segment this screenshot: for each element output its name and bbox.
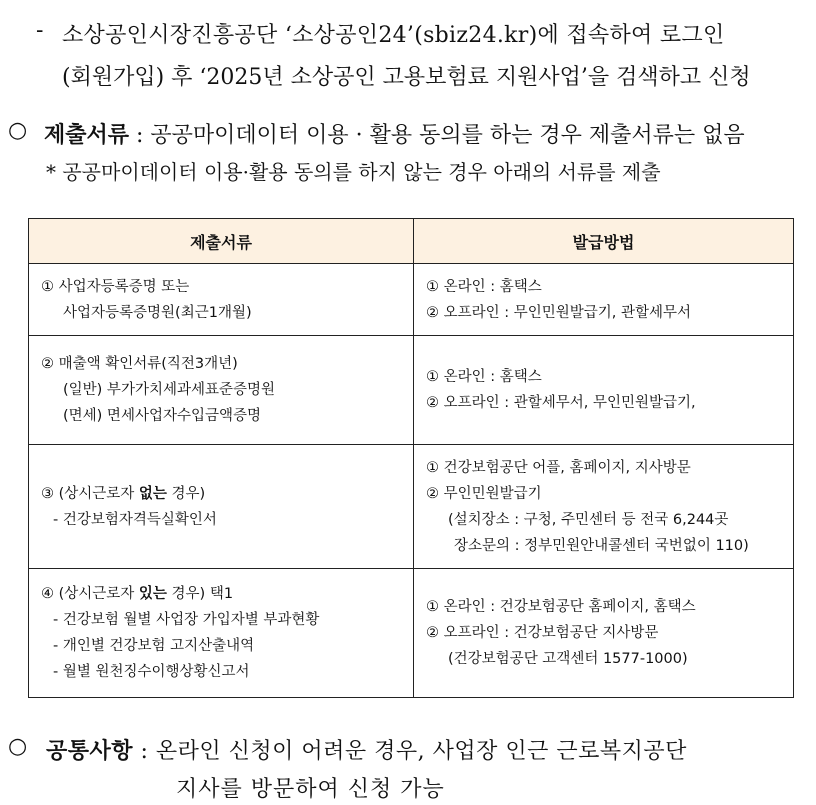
methods-cell xyxy=(414,336,794,445)
method-line: ① 온라인 : 홈택스 xyxy=(426,278,542,295)
document-emphasis: 없는 xyxy=(138,485,167,502)
method-line: ① 온라인 : 홈택스 xyxy=(426,369,542,385)
common-bullet: ○ xyxy=(8,734,28,759)
document-line xyxy=(41,581,401,607)
method-line: ② 무인민원발급기 xyxy=(426,485,542,502)
table-header-row xyxy=(29,219,794,264)
document-line: (면세) 면세사업자수입금액증명 xyxy=(63,408,262,424)
submission-text: : 공공마이데이터 이용 · 활용 동의를 하는 경우 제출서류는 없음 xyxy=(129,123,745,148)
submission-bullet: ○ xyxy=(8,118,28,143)
document-line: - 월별 원천징수이행상황신고서 xyxy=(53,664,250,680)
document-emphasis: 있는 xyxy=(138,586,167,602)
documents-cell xyxy=(29,264,414,336)
method-line: ② 오프라인 : 무인민원발급기, 관할세무서 xyxy=(426,304,692,321)
method-line: (설치장소 : 구청, 주민센터 등 전국 6,244곳 xyxy=(448,511,729,528)
submission-note: * 공공마이데이터 이용·활용 동의를 하지 않는 경우 아래의 서류를 제출 xyxy=(46,160,661,184)
common-section xyxy=(46,734,687,765)
document-line: (일반) 부가가치세과세표준증명원 xyxy=(63,382,276,398)
document-line: - 건강보험자격득실확인서 xyxy=(53,511,217,528)
method-line: 장소문의 : 정부민원안내콜센터 국번없이 110) xyxy=(454,537,749,554)
intro-line-1: 소상공인시장진흥공단 ‘소상공인24’(sbiz24.kr)에 접속하여 로그인 xyxy=(62,23,725,48)
table-row xyxy=(29,569,794,698)
document-suffix: 경우) xyxy=(166,485,206,502)
header-documents: 제출서류 xyxy=(29,219,414,264)
submission-section xyxy=(44,118,745,149)
method-line: ② 오프라인 : 관할세무서, 무인민원발급기, xyxy=(426,395,696,411)
submission-label: 제출서류 xyxy=(44,122,130,148)
method-line: ① 건강보험공단 어플, 홈페이지, 지사방문 xyxy=(426,459,691,476)
document-suffix: 경우) 택1 xyxy=(166,586,234,602)
document-prefix: ④ (상시근로자 xyxy=(41,586,139,602)
table-row xyxy=(29,336,794,445)
methods-cell xyxy=(414,569,794,698)
documents-cell xyxy=(29,336,414,445)
methods-cell xyxy=(414,264,794,336)
document-line: - 건강보험 월별 사업장 가입자별 부과현황 xyxy=(53,612,320,628)
document-prefix: ③ (상시근로자 xyxy=(41,485,139,502)
common-text-2: 지사를 방문하여 신청 가능 xyxy=(176,777,445,802)
method-line: (건강보험공단 고객센터 1577-1000) xyxy=(448,651,688,667)
header-issue-method: 발급방법 xyxy=(414,219,794,264)
methods-cell xyxy=(414,445,794,569)
document-line: - 개인별 건강보험 고지산출내역 xyxy=(53,638,255,654)
method-line: ① 온라인 : 건강보험공단 홈페이지, 홈택스 xyxy=(426,599,696,615)
documents-cell xyxy=(29,445,414,569)
common-text: : 온라인 신청이 어려운 경우, 사업장 인근 근로복지공단 xyxy=(133,739,687,764)
document-line: 사업자등록증명원(최근1개월) xyxy=(63,304,252,321)
documents-table xyxy=(28,218,794,698)
document-line xyxy=(41,481,401,507)
intro-line-2: (회원가입) 후 ‘2025년 소상공인 고용보험료 지원사업’을 검색하고 신청 xyxy=(62,65,751,90)
table-row xyxy=(29,445,794,569)
common-label: 공통사항 xyxy=(46,738,134,764)
document-line: ② 매출액 확인서류(직전3개년) xyxy=(41,356,238,372)
intro-dash: - xyxy=(36,18,44,43)
method-line: ② 오프라인 : 건강보험공단 지사방문 xyxy=(426,625,659,641)
document-line: ① 사업자등록증명 또는 xyxy=(41,278,190,295)
table-row xyxy=(29,264,794,336)
documents-cell xyxy=(29,569,414,698)
